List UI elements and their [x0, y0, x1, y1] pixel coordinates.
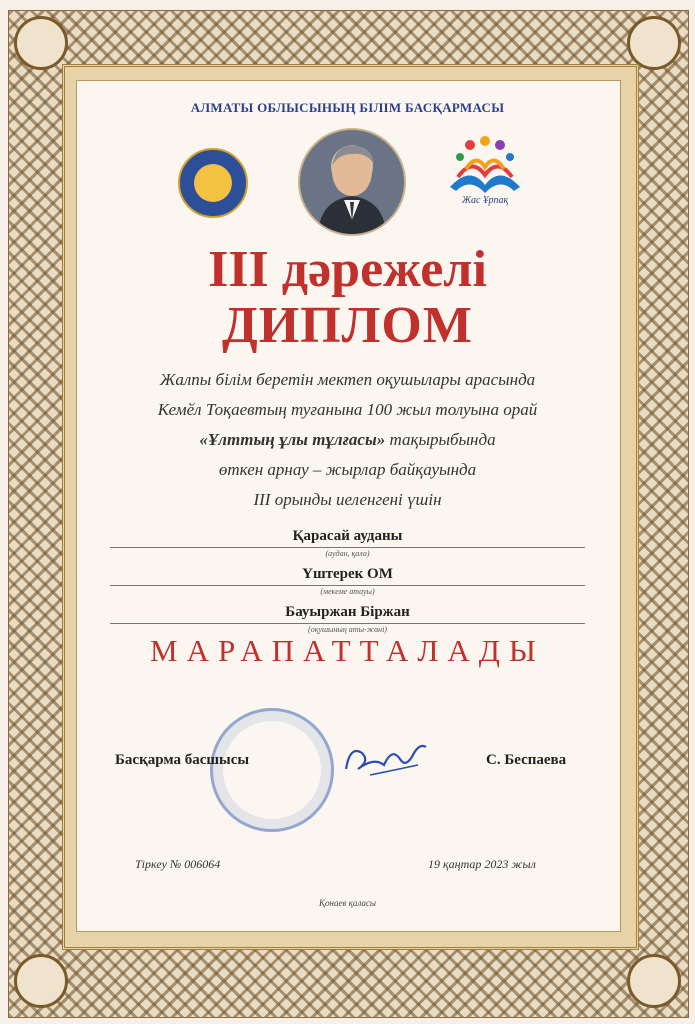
district-hint: (аудан, қала) — [325, 549, 370, 558]
award-word: МАРАПАТТАЛАДЫ — [150, 633, 545, 668]
corner-ornament-icon — [627, 954, 681, 1008]
diploma-degree: ІІІ дәрежелі — [208, 241, 487, 298]
student-value: Бауыржан Біржан — [285, 604, 410, 620]
divider — [110, 623, 585, 624]
district-value: Қарасай ауданы — [292, 528, 403, 544]
issue-date: 19 қаңтар 2023 жыл — [428, 857, 536, 871]
text-line: ІІІ орынды иеленгені үшін — [253, 490, 442, 509]
official-stamp-icon — [210, 708, 334, 832]
signature-role: Басқарма басшысы — [115, 752, 250, 768]
corner-ornament-icon — [627, 16, 681, 70]
text-line: Кемӗл Тоқаевтың туғанына 100 жыл толуына орай — [157, 400, 538, 419]
institution-value: Үштерек ОМ — [302, 566, 393, 582]
divider — [110, 547, 585, 548]
diploma-title: ДИПЛОМ — [222, 297, 473, 354]
jas-urpak-logo-icon — [440, 135, 530, 215]
text-line: өткен арнау – жырлар байқауында — [218, 460, 477, 479]
signer-name: С. Беспаева — [486, 752, 567, 768]
registration-number: Тіркеу № 006064 — [135, 857, 221, 871]
text-line — [0, 430, 695, 450]
logo-caption: Жас Ұрпақ — [461, 195, 509, 206]
signature-icon — [340, 735, 430, 785]
topic-title: «Ұлттың ұлы тұлғасы» — [199, 430, 386, 449]
divider — [110, 585, 585, 586]
institution-hint: (мекеме атауы) — [320, 587, 375, 596]
org-header: АЛМАТЫ ОБЛЫСЫНЫҢ БІЛІМ БАСҚАРМАСЫ — [190, 100, 505, 115]
education-emblem-icon — [178, 148, 248, 218]
student-hint: (оқушының аты-жөні) — [308, 625, 387, 634]
text-line: Жалпы білім беретін мектеп оқушылары арасында — [159, 370, 536, 389]
portrait — [298, 128, 406, 236]
corner-ornament-icon — [14, 16, 68, 70]
text-fragment: тақырыбында — [385, 430, 496, 449]
corner-ornament-icon — [14, 954, 68, 1008]
city: Қонаев қаласы — [319, 898, 376, 908]
